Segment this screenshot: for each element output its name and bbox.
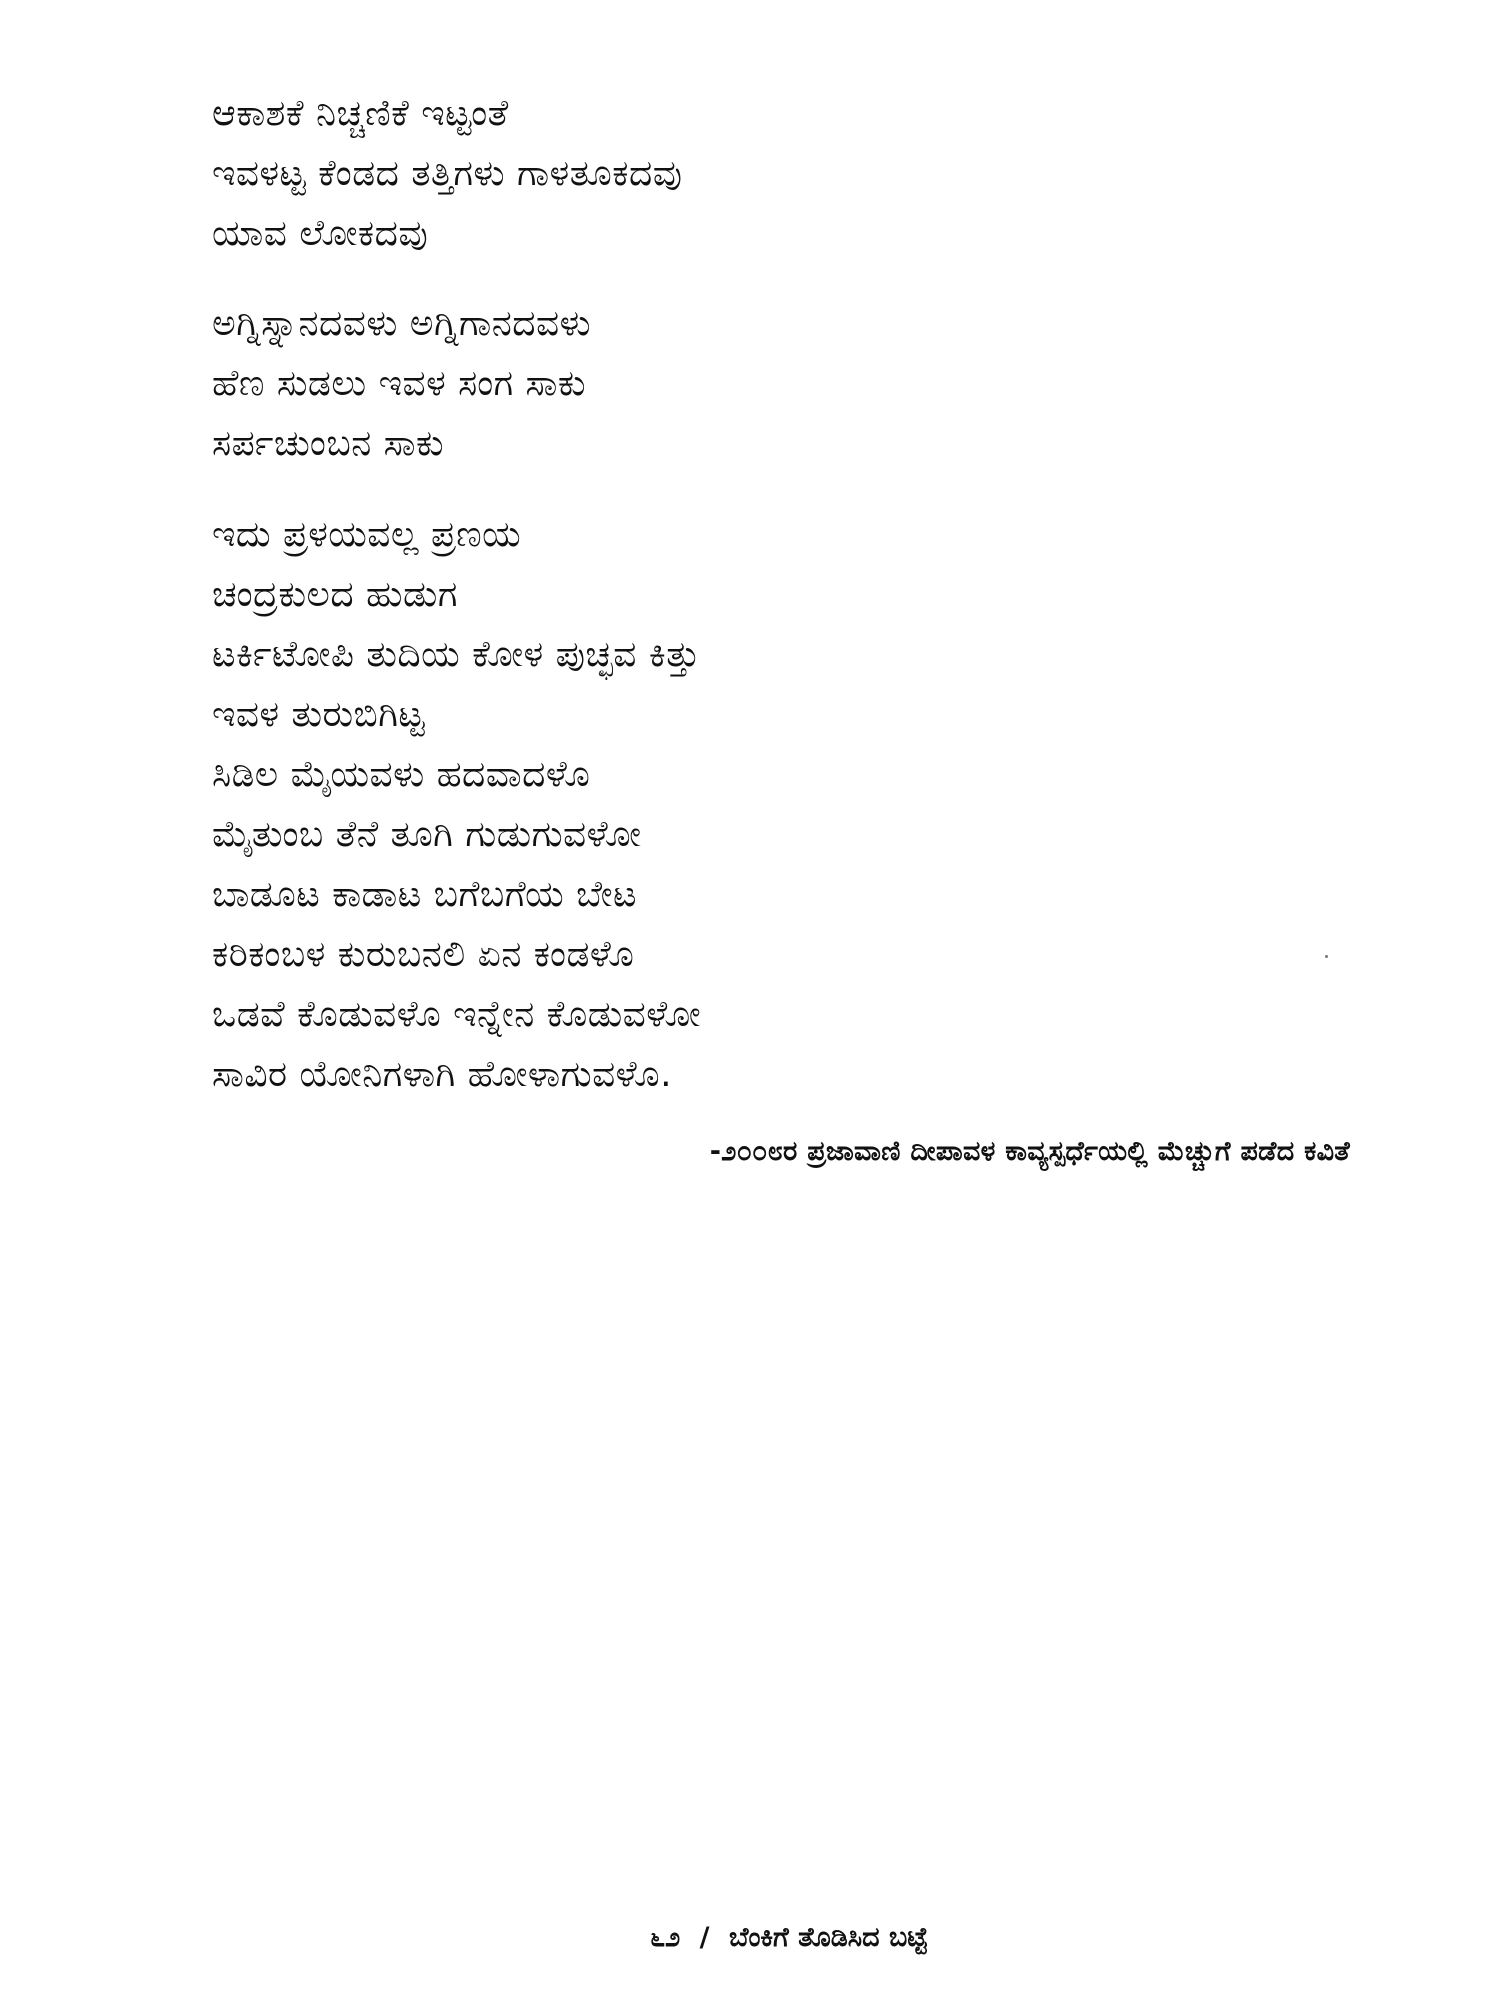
poem-line: ಇದು ಪ್ರಳಯವಲ್ಲ ಪ್ರಣಯ xyxy=(212,514,522,555)
poem-line: ಅಗ್ನಿಸ್ನಾನದವಳು ಅಗ್ನಿಗಾನದವಳು xyxy=(212,303,592,344)
poem-stanza xyxy=(212,84,683,264)
poem-line: ಸಾವಿರ ಯೋನಿಗಳಾಗಿ ಹೋಳಾಗುವಳೊ. xyxy=(212,1054,673,1095)
poem-line: ಟರ್ಕಿಟೋಪಿ ತುದಿಯ ಕೋಳ ಪುಚ್ಛವ ಕಿತ್ತು xyxy=(212,634,701,675)
poem-line: ಇವಳ ತುರುಬಿಗಿಟ್ಟ xyxy=(212,694,426,735)
page-number: ೬೨ xyxy=(650,1922,681,1953)
poem-line: ಆಕಾಶಕೆ ನಿಚ್ಚಣಿಕೆ ಇಟ್ಟಂತೆ xyxy=(212,93,509,134)
source-note: -೨೦೦೮ರ ಪ್ರಜಾವಾಣಿ ದೀಪಾವಳ ಕಾವ್ಯಸ್ಪರ್ಧೆಯಲ್ಲಿ ಮೆಚ್ಚುಗೆ ಪಡೆದ ಕವಿತೆ xyxy=(709,1136,1350,1167)
poem-line: ಬಾಡೂಟ ಕಾಡಾಟ ಬಗೆಬಗೆಯ ಬೇಟ xyxy=(212,874,637,915)
scan-speck xyxy=(1325,955,1328,958)
poem-line: ಕರಿಕಂಬಳ ಕುರುಬನಲಿ ಏನ ಕಂಡಳೊ xyxy=(212,934,635,975)
poem-line: ಇವಳಟ್ಟ ಕೆಂಡದ ತತ್ತಿಗಳು ಗಾಳತೂಕದವು xyxy=(212,153,683,194)
poem-stanza xyxy=(212,505,701,1105)
poem-line: ಯಾವ ಲೋಕದವು xyxy=(212,213,429,254)
book-title: ಬೆಂಕಿಗೆ ತೊಡಿಸಿದ ಬಟ್ಟೆ xyxy=(728,1922,928,1953)
page-footer xyxy=(650,1922,928,1954)
poem-line: ಮೈತುಂಬ ತೆನೆ ತೂಗಿ ಗುಡುಗುವಳೋ xyxy=(212,814,642,855)
poem-line: ಚಂದ್ರಕುಲದ ಹುಡುಗ xyxy=(212,574,458,615)
poem-line: ಸಿಡಿಲ ಮೈಯವಳು ಹದವಾದಳೊ xyxy=(212,754,591,795)
poem-stanza xyxy=(212,294,591,474)
poem-line: ಒಡವೆ ಕೊಡುವಳೊ ಇನ್ನೇನ ಕೊಡುವಳೋ xyxy=(212,994,702,1035)
footer-separator: / xyxy=(699,1922,710,1953)
poem-line: ಸರ್ಪಚುಂಬನ ಸಾಕು xyxy=(212,423,445,464)
poem-line: ಹೆಣ ಸುಡಲು ಇವಳ ಸಂಗ ಸಾಕು xyxy=(212,363,587,404)
